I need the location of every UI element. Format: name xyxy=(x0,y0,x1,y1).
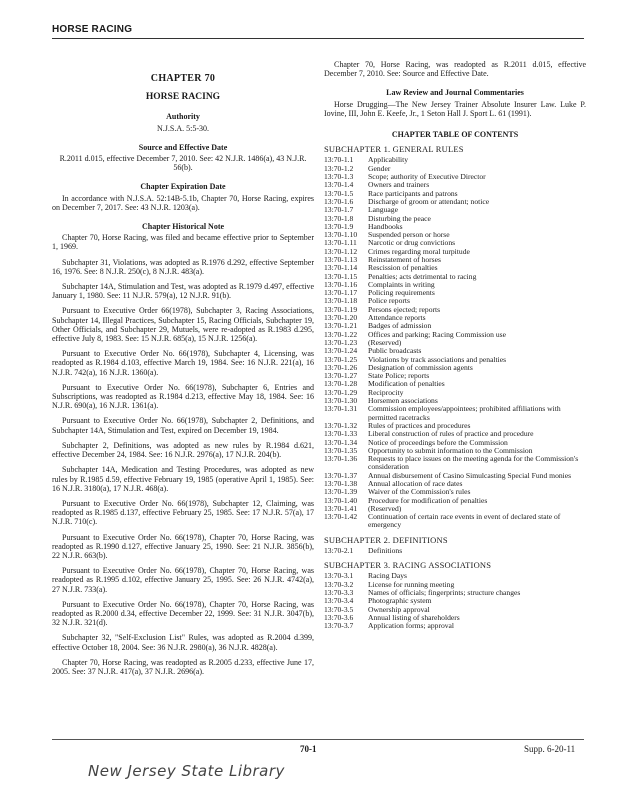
section-number: 13:70-1.31 xyxy=(324,404,358,414)
section-number: 13:70-1.25 xyxy=(324,354,358,364)
section-number: 13:70-1.27 xyxy=(324,371,358,381)
section-number: 13:70-1.2 xyxy=(324,163,354,173)
toc-entry xyxy=(324,497,586,505)
toc-entry xyxy=(324,405,586,422)
section-title: Liberal construction of rules of practice and procedure xyxy=(368,429,534,439)
section-number: 13:70-1.42 xyxy=(324,512,358,522)
section-title: Language xyxy=(368,205,398,215)
section-title: Race participants and patrons xyxy=(368,188,458,198)
section-title: Racing Days xyxy=(368,571,408,581)
section-number: 13:70-3.5 xyxy=(324,604,354,614)
section-title: Handbooks xyxy=(368,221,403,231)
section-title: Ownership approval xyxy=(368,604,430,614)
toc-entry xyxy=(324,281,586,289)
section-number: 13:70-1.9 xyxy=(324,221,354,231)
section-title: Rules of practices and procedures xyxy=(368,420,471,430)
history-paragraph: Chapter 70, Horse Racing, was filed and became effective prior to September 1, 1969. xyxy=(52,233,314,252)
history-paragraph: Subchapter 32, "Self-Exclusion List" Rules, was adopted as R.2004 d.399, effective October 18, 2004. See: 36 N.J.R. 2980(a), 36 N.J.R. 4828(a). xyxy=(52,633,314,652)
chapter-title: HORSE RACING xyxy=(145,92,221,103)
section-number: 13:70-1.26 xyxy=(324,362,358,372)
section-title: Names of officials; fingerprints; structure changes xyxy=(368,588,521,598)
toc-entry xyxy=(324,364,586,372)
toc-entry xyxy=(324,289,586,297)
section-title: Continuation of certain race events in event of declared state of emergency xyxy=(368,512,561,530)
source-heading: Source and Effective Date xyxy=(138,142,228,152)
section-title: Annual disbursement of Casino Simulcasting Special Fund monies xyxy=(368,470,572,480)
library-stamp: New Jersey State Library xyxy=(88,762,285,780)
page-number: 70-1 xyxy=(300,744,317,754)
source-text: R.2011 d.015, effective December 7, 2010. See: 42 N.J.R. 1486(a), 43 N.J.R. 56(b). xyxy=(59,154,307,173)
history-paragraph: Pursuant to Executive Order No. 66(1978), Chapter 70, Horse Racing, was readopted as R.1990 d.127, effective January 25, 1990. See: 21 N.J.R. 3856(b), 22 N.J.R. 663(b). xyxy=(52,532,314,560)
toc-entry xyxy=(324,572,586,580)
toc-entry xyxy=(324,223,586,231)
toc-entry xyxy=(324,339,586,347)
section-number: 13:70-3.4 xyxy=(324,596,354,606)
section-title: Police reports xyxy=(368,296,410,306)
section-number: 13:70-1.14 xyxy=(324,263,358,273)
section-title: Opportunity to submit information to the Commission xyxy=(368,445,533,455)
section-title: Application forms; approval xyxy=(368,621,455,631)
section-number: 13:70-1.41 xyxy=(324,503,358,513)
section-number: 13:70-1.35 xyxy=(324,445,358,455)
section-number: 13:70-3.3 xyxy=(324,588,354,598)
history-paragraph: Pursuant to Executive Order No. 66(1978), Subchapter 6, Entries and Subscriptions, was readopted as R.1984 d.213, effective May 18, 1984. See: 16 N.J.R. 690(a), 16 N.J.R. 1361(a). xyxy=(52,382,314,411)
toc-entry xyxy=(324,306,586,314)
section-title: Definitions xyxy=(368,545,403,555)
toc-entry xyxy=(324,614,586,622)
section-number: 13:70-1.10 xyxy=(324,230,358,240)
section-title: Disturbing the peace xyxy=(368,213,431,223)
section-title: Policing requirements xyxy=(368,288,435,298)
header-rule xyxy=(52,38,584,39)
section-title: Photographic system xyxy=(368,596,432,606)
toc-entry xyxy=(324,389,586,397)
section-number: 13:70-1.15 xyxy=(324,271,358,281)
toc-entry xyxy=(324,331,586,339)
toc-entry xyxy=(324,173,586,181)
section-title: Annual listing of shareholders xyxy=(368,612,460,622)
toc-heading: CHAPTER TABLE OF CONTENTS xyxy=(391,130,519,140)
history-paragraph: Pursuant to Executive Order No. 66(1978), Chapter 70, Horse Racing, was readopted as R.2000 d.34, effective December 22, 1999. See: 31 N.J.R. 3047(b), 32 N.J.R. 321(d). xyxy=(52,599,314,628)
history-paragraph: Subchapter 31, Violations, was adopted as R.1976 d.292, effective September 16, 1976. See: 8 N.J.R. 250(c), 8 N.J.R. 483(a). xyxy=(52,257,314,276)
section-title: Annual allocation of race dates xyxy=(368,479,463,488)
expiration-text: In accordance with N.J.S.A. 52:14B-5.1b, Chapter 70, Horse Racing, expires on December 7, 2017. See: 43 N.J.R. 1203(a). xyxy=(52,193,314,212)
section-number: 13:70-1.21 xyxy=(324,321,358,331)
section-number: 13:70-1.23 xyxy=(324,337,358,347)
section-number: 13:70-1.33 xyxy=(324,429,358,439)
toc-entry xyxy=(324,156,586,164)
toc-entry xyxy=(324,206,586,214)
section-title: Gender xyxy=(368,163,391,173)
toc-entry xyxy=(324,380,586,388)
toc-entry xyxy=(324,248,586,256)
section-title: Public broadcasts xyxy=(368,346,422,356)
toc-entry xyxy=(324,622,586,630)
section-title: Suspended person or horse xyxy=(368,230,450,240)
section-title: Waiver of the Commission's rules xyxy=(368,487,471,497)
section-title: Horsemen associations xyxy=(368,396,438,406)
section-title: Modification of penalties xyxy=(368,379,445,389)
section-title: Violations by track associations and penalties xyxy=(368,354,507,364)
toc-entry xyxy=(324,231,586,239)
section-title: State Police; reports xyxy=(368,371,430,381)
history-heading: Chapter Historical Note xyxy=(141,222,225,232)
section-number: 13:70-2.1 xyxy=(324,545,354,555)
law-review-heading: Law Review and Journal Commentaries xyxy=(386,88,524,98)
section-number: 13:70-1.37 xyxy=(324,470,358,480)
subchapter-1-list xyxy=(324,156,586,529)
toc-entry xyxy=(324,273,586,281)
left-column xyxy=(52,60,314,682)
section-title: (Reserved) xyxy=(368,337,402,347)
history-paragraph: Subchapter 14A, Stimulation and Test, was adopted as R.1979 d.497, effective January 1, 1980. See: 11 N.J.R. 579(a), 12 N.J.R. 91(b). xyxy=(52,282,314,301)
section-number: 13:70-3.1 xyxy=(324,571,354,581)
history-continuation: Chapter 70, Horse Racing, was readopted as R.2011 d.015, effective December 7, 2010. See: Source and Effective Date. xyxy=(324,60,586,79)
section-title: Penalties; acts detrimental to racing xyxy=(368,271,477,281)
section-number: 13:70-1.36 xyxy=(324,454,358,464)
section-number: 13:70-1.17 xyxy=(324,288,358,298)
section-number: 13:70-1.18 xyxy=(324,296,358,306)
section-number: 13:70-1.40 xyxy=(324,495,358,505)
section-title: Scope; authority of Executive Director xyxy=(368,172,486,182)
section-title: Persons ejected; reports xyxy=(368,304,441,314)
subchapter-1-heading: SUBCHAPTER 1. GENERAL RULES xyxy=(324,144,464,155)
section-number: 13:70-3.7 xyxy=(324,621,354,631)
section-number: 13:70-1.30 xyxy=(324,396,358,406)
section-title: Discharge of groom or attendant; notice xyxy=(368,196,490,206)
section-title: Complaints in writing xyxy=(368,279,435,289)
section-number: 13:70-1.3 xyxy=(324,172,354,182)
section-number: 13:70-1.22 xyxy=(324,329,358,339)
section-title: Crimes regarding moral turpitude xyxy=(368,246,470,256)
toc-entry xyxy=(324,256,586,264)
section-title: Applicability xyxy=(368,155,409,165)
history-paragraph: Pursuant to Executive Order 66(1978), Subchapter 3, Racing Associations, Subchapter 14, Illegal Practices, Subchapter 15, Racing Officials, Subchapter 19, Other Officials, and Subchapter 29, Mutuels, were re-adopted as R.1983 d.295, effective July 8, 1983. See: 15 N.J.R. 685(a), 15 N.J.R. 1256(a). xyxy=(52,306,314,344)
history-paragraph: Chapter 70, Horse Racing, was readopted as R.2005 d.233, effective June 17, 2005. See: 37 N.J.R. 417(a), 37 N.J.R. 2696(a). xyxy=(52,657,314,676)
section-title: Reinstatement of horses xyxy=(368,254,441,264)
authority-heading: Authority xyxy=(166,112,200,122)
section-number: 13:70-1.32 xyxy=(324,420,358,430)
section-number: 13:70-1.5 xyxy=(324,188,354,198)
section-title: Offices and parking; Racing Commission use xyxy=(368,329,507,339)
section-number: 13:70-1.13 xyxy=(324,254,358,264)
section-number: 13:70-3.6 xyxy=(324,612,354,622)
section-title: Notice of proceedings before the Commission xyxy=(368,437,508,447)
right-column xyxy=(324,60,586,631)
section-number: 13:70-1.11 xyxy=(324,238,357,248)
history-paragraph: Pursuant to Executive Order No. 66(1978), Subchapter 2, Definitions, and Subchapter 14A, Stimulation and Test, expired on December 19, 1984. xyxy=(52,416,314,435)
subchapter-3-list xyxy=(324,572,586,630)
toc-entry xyxy=(324,597,586,605)
section-number: 13:70-1.20 xyxy=(324,313,358,323)
section-title: Procedure for modification of penalties xyxy=(368,495,488,505)
toc-entry xyxy=(324,198,586,206)
section-number: 13:70-1.8 xyxy=(324,213,354,223)
toc-entry xyxy=(324,513,586,530)
history-paragraph: Pursuant to Executive Order No. 66(1978), Chapter 70, Horse Racing, was readopted as R.1995 d.102, effective January 25, 1995. See: 26 N.J.R. 4742(a), 27 N.J.R. 733(a). xyxy=(52,566,314,594)
section-title: Designation of commission agents xyxy=(368,362,473,372)
subchapter-2-heading: SUBCHAPTER 2. DEFINITIONS xyxy=(324,534,448,545)
toc-entry xyxy=(324,372,586,380)
toc-entry xyxy=(324,547,586,555)
section-title: Rescission of penalties xyxy=(368,263,438,273)
section-number: 13:70-1.19 xyxy=(324,304,358,314)
section-number: 13:70-1.4 xyxy=(324,180,354,190)
authority-text: N.J.S.A. 5:5-30. xyxy=(156,123,209,133)
section-number: 13:70-1.38 xyxy=(324,479,358,488)
footer-rule xyxy=(52,739,584,740)
supplement-date: Supp. 6-20-11 xyxy=(524,744,576,754)
section-title: Commission employees/appointees; prohibited affiliations with permitted racetracks xyxy=(368,404,561,422)
expiration-heading: Chapter Expiration Date xyxy=(140,182,226,192)
subchapter-3-heading: SUBCHAPTER 3. RACING ASSOCIATIONS xyxy=(324,560,492,571)
section-title: (Reserved) xyxy=(368,503,402,513)
section-title: Requests to place issues on the meeting agenda for the Commission's consideration xyxy=(368,454,579,472)
section-title: Owners and trainers xyxy=(368,180,430,190)
section-number: 13:70-1.24 xyxy=(324,346,358,356)
section-number: 13:70-3.2 xyxy=(324,579,354,589)
law-review-text: Horse Drugging—The New Jersey Trainer Absolute Insurer Law. Luke P. Iovine, III, John E. Keefe, Jr., 1 Seton Hall J. Sport L. 61 (1991). xyxy=(324,99,586,118)
section-title: Reciprocity xyxy=(368,387,404,397)
section-number: 13:70-1.28 xyxy=(324,379,358,389)
section-title: Narcotic or drug convictions xyxy=(368,238,456,248)
toc-entry xyxy=(324,455,586,472)
history-paragraph: Subchapter 2, Definitions, was adopted as new rules by R.1984 d.621, effective December 24, 1984. See: 16 N.J.R. 2976(a), 17 N.J.R. 204(b). xyxy=(52,440,314,460)
section-number: 13:70-1.16 xyxy=(324,279,358,289)
chapter-number: CHAPTER 70 xyxy=(150,73,216,84)
section-number: 13:70-1.1 xyxy=(324,155,354,165)
history-paragraph: Subchapter 14A, Medication and Testing Procedures, was adopted as new rules by R.1985 d.59, effective February 19, 1985 (operative April 1, 1985). See: 16 N.J.R. 3180(a), 17 N.J.R. 468(a). xyxy=(52,465,314,493)
subchapter-2-list xyxy=(324,547,586,555)
section-number: 13:70-1.29 xyxy=(324,387,358,397)
section-title: Attendance reports xyxy=(368,313,426,323)
toc-entry xyxy=(324,297,586,305)
section-number: 13:70-1.34 xyxy=(324,437,358,447)
section-number: 13:70-1.12 xyxy=(324,246,358,256)
section-number: 13:70-1.6 xyxy=(324,196,354,206)
toc-entry xyxy=(324,589,586,597)
section-number: 13:70-1.7 xyxy=(324,205,354,215)
section-title: Badges of admission xyxy=(368,321,432,331)
toc-entry xyxy=(324,215,586,223)
running-header: HORSE RACING xyxy=(52,24,133,35)
history-paragraph: Pursuant to Executive Order No. 66(1978), Subchapter 4, Licensing, was readopted as R.1984 d.103, effective March 19, 1984. See: 16 N.J.R. 221(a), 16 N.J.R. 742(a), 16 N.J.R. 1360(a). xyxy=(52,349,314,377)
toc-entry xyxy=(324,314,586,322)
history-paragraph: Pursuant to Executive Order No. 66(1978), Subchapter 12, Claiming, was readopted as R.1985 d.137, effective February 25, 1985. See: 17 N.J.R. 57(a), 17 N.J.R. 710(c). xyxy=(52,498,314,527)
section-title: License for running meeting xyxy=(368,579,455,589)
section-number: 13:70-1.39 xyxy=(324,487,358,497)
